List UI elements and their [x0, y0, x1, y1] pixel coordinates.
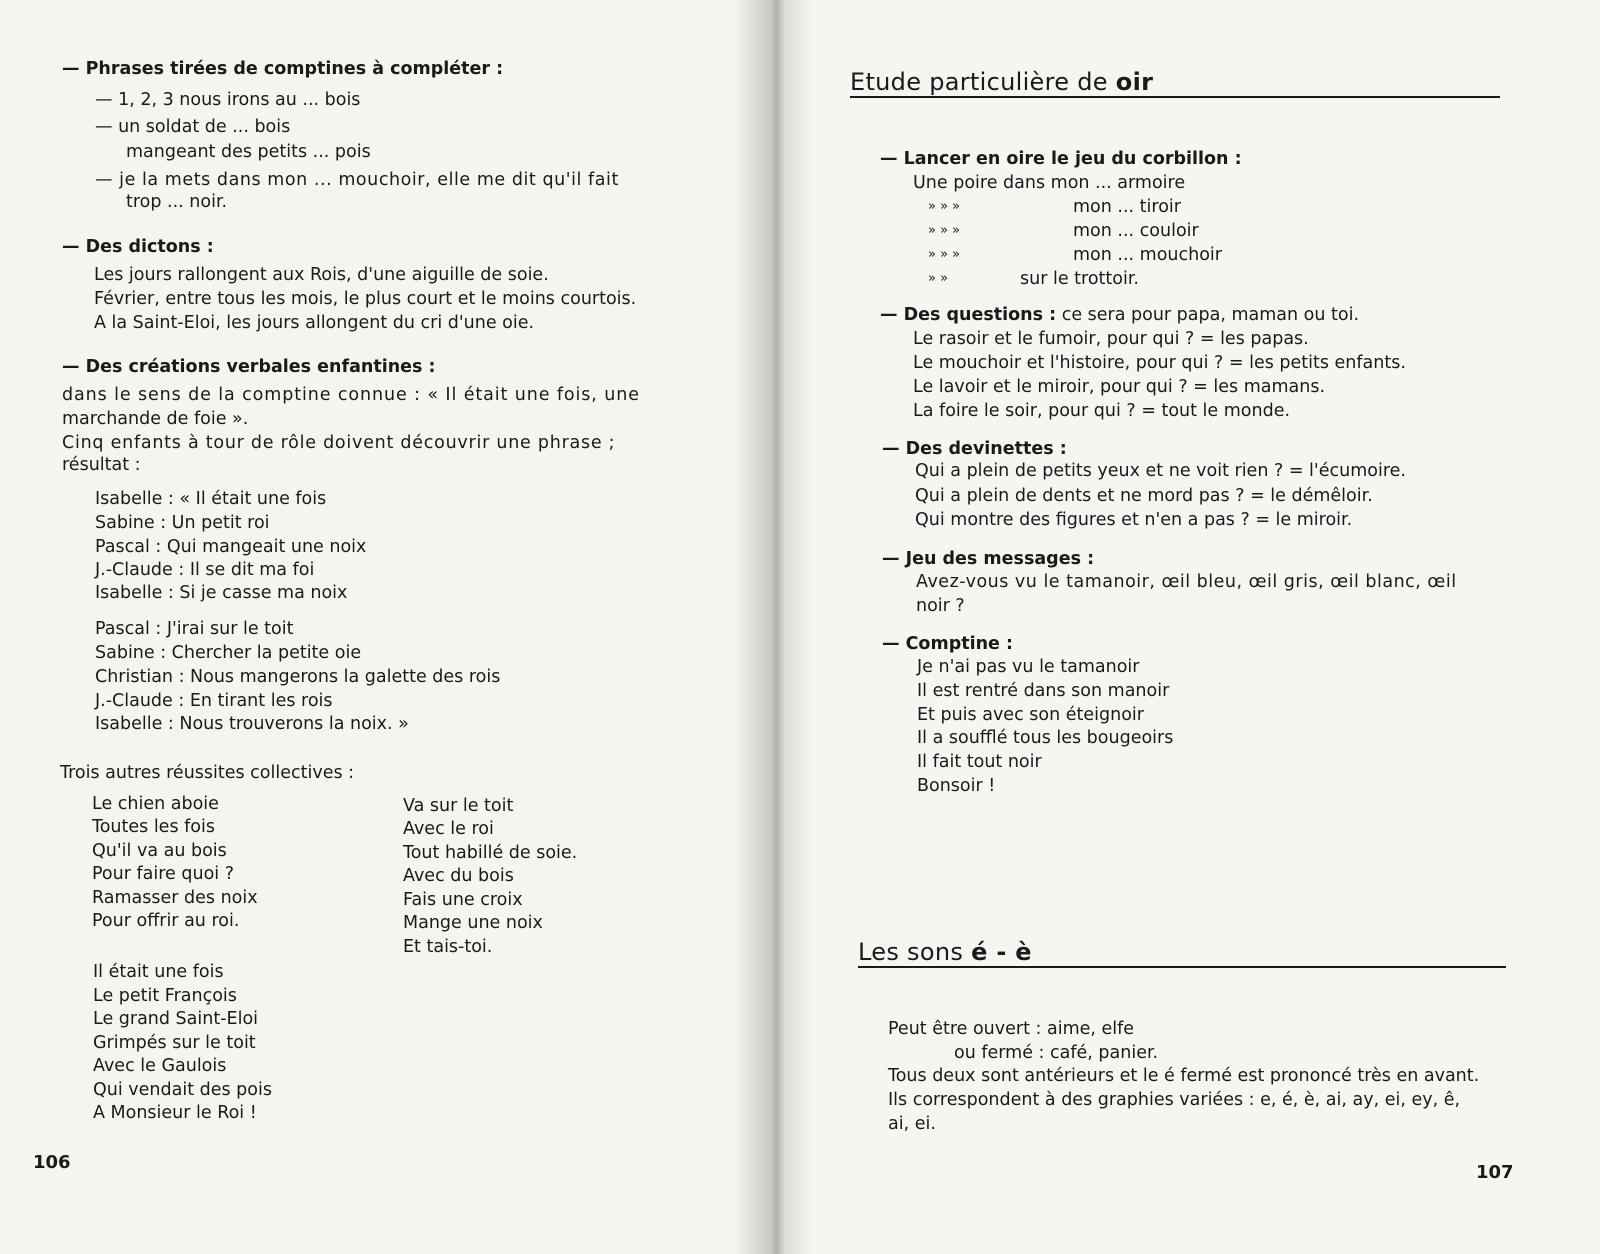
text-line: — un soldat de ... bois [95, 117, 291, 137]
text-line: ou fermé : café, panier. [954, 1043, 1159, 1063]
poem-line: Avec le roi [403, 819, 494, 839]
dialogue-line: Christian : Nous mangerons la galette des rois [95, 667, 501, 687]
poem-line: Tout habillé de soie. [403, 843, 578, 863]
sons-title-rule [858, 966, 1506, 968]
ditto-marks: » » » [928, 247, 961, 262]
text-line: Peut être ouvert : aime, elfe [888, 1019, 1135, 1039]
poem-line: Le petit François [93, 986, 237, 1006]
poem-line: Et tais-toi. [403, 937, 493, 957]
page-title: Etude particulière de oir [850, 68, 1154, 96]
text-line: ai, ei. [888, 1114, 936, 1134]
text-line: Qui montre des figures et n'en a pas ? = le miroir. [915, 510, 1353, 530]
poem-line: Pour faire quoi ? [92, 864, 234, 884]
poem-line: Je n'ai pas vu le tamanoir [917, 657, 1140, 677]
text-line: A la Saint-Eloi, les jours allongent du cri d'une oie. [94, 313, 535, 333]
dialogue-line: J.-Claude : Il se dit ma foi [95, 560, 315, 580]
ditto-marks: » » » [928, 223, 961, 238]
text-line: Le rasoir et le fumoir, pour qui ? = les papas. [913, 329, 1309, 349]
ditto-marks: » » » [928, 199, 961, 214]
section-heading-devinettes: — Des devinettes : [882, 439, 1067, 459]
section-title-sons: Les sons é - è [858, 938, 1032, 966]
poem-line: Mange une noix [403, 913, 543, 933]
text-line: Les jours rallongent aux Rois, d'une aiguille de soie. [94, 265, 549, 285]
dialogue-line: Pascal : J'irai sur le toit [95, 619, 294, 639]
dialogue-line: Pascal : Qui mangeait une noix [95, 537, 367, 557]
poem-line: Toutes les fois [92, 817, 215, 837]
section-heading-messages: — Jeu des messages : [882, 549, 1095, 569]
text-line: noir ? [916, 596, 965, 616]
poem-line: Il a soufflé tous les bougeoirs [917, 728, 1174, 748]
text-line: Le lavoir et le miroir, pour qui ? = les mamans. [913, 377, 1326, 397]
page-number: 107 [1476, 1162, 1514, 1183]
section-heading-comptine: — Comptine : [882, 634, 1014, 654]
text-line: mon ... couloir [1073, 221, 1199, 241]
text-line: Qui a plein de dents et ne mord pas ? = le démêloir. [915, 486, 1373, 506]
poem-line: Va sur le toit [403, 796, 514, 816]
questions-heading-line: — Des questions : ce sera pour papa, maman ou toi. [880, 305, 1360, 325]
text-line: La foire le soir, pour qui ? = tout le monde. [913, 401, 1291, 421]
ditto-marks: » » [928, 271, 949, 286]
text-line: Trois autres réussites collectives : [60, 763, 355, 783]
poem-line: Fais une croix [403, 890, 523, 910]
poem-line: Qui vendait des pois [93, 1080, 272, 1100]
text-line: — 1, 2, 3 nous irons au ... bois [95, 90, 361, 110]
text-line: Ils correspondent à des graphies variées : e, é, è, ai, ay, ei, ey, ê, [888, 1090, 1461, 1110]
text-line: Une poire dans mon ... armoire [913, 173, 1186, 193]
text-line: sur le trottoir. [1020, 269, 1139, 289]
text-line: marchande de foie ». [62, 409, 249, 429]
text-line: mangeant des petits ... pois [126, 142, 371, 162]
dialogue-line: Isabelle : Si je casse ma noix [95, 583, 348, 603]
poem-line: Pour offrir au roi. [92, 911, 240, 931]
text-line: — je la mets dans mon ... mouchoir, elle me dit qu'il fait [95, 170, 619, 190]
poem-line: Ramasser des noix [92, 888, 258, 908]
text-line: dans le sens de la comptine connue : « Il était une fois, une [62, 385, 640, 405]
text-line: Février, entre tous les mois, le plus court et le moins courtois. [94, 289, 637, 309]
text-line: mon ... tiroir [1073, 197, 1181, 217]
text-line: Qui a plein de petits yeux et ne voit rien ? = l'écumoire. [915, 461, 1406, 481]
poem-line: Avec le Gaulois [93, 1056, 227, 1076]
text-line: Tous deux sont antérieurs et le é fermé est prononcé très en avant. [888, 1066, 1480, 1086]
text-line: Avez-vous vu le tamanoir, œil bleu, œil gris, œil blanc, œil [916, 572, 1457, 592]
dialogue-line: Isabelle : Nous trouverons la noix. » [95, 714, 409, 734]
dialogue-line: J.-Claude : En tirant les rois [95, 691, 333, 711]
poem-line: Bonsoir ! [917, 776, 996, 796]
text-line: mon ... mouchoir [1073, 245, 1222, 265]
section-heading-corbillon: — Lancer en oire le jeu du corbillon : [880, 149, 1242, 169]
poem-line: Qu'il va au bois [92, 841, 227, 861]
left-page [0, 0, 770, 1254]
poem-line: Il fait tout noir [917, 752, 1042, 772]
text-line: Le mouchoir et l'histoire, pour qui ? = les petits enfants. [913, 353, 1406, 373]
dialogue-line: Sabine : Un petit roi [95, 513, 270, 533]
right-page [770, 0, 1600, 1254]
section-heading-comptines: — Phrases tirées de comptines à compléter : [62, 59, 504, 79]
poem-line: A Monsieur le Roi ! [93, 1103, 257, 1123]
page-number: 106 [33, 1152, 71, 1173]
title-rule [850, 96, 1500, 98]
text-line: résultat : [62, 455, 141, 475]
poem-line: Le chien aboie [92, 794, 219, 814]
section-heading-dictons: — Des dictons : [62, 237, 214, 257]
poem-line: Il est rentré dans son manoir [917, 681, 1170, 701]
text-line: trop ... noir. [126, 192, 228, 212]
section-heading-creations: — Des créations verbales enfantines : [62, 357, 436, 377]
poem-line: Il était une fois [93, 962, 224, 982]
text-line: Cinq enfants à tour de rôle doivent découvrir une phrase ; [62, 433, 616, 453]
dialogue-line: Sabine : Chercher la petite oie [95, 643, 362, 663]
poem-line: Et puis avec son éteignoir [917, 705, 1144, 725]
dialogue-line: Isabelle : « Il était une fois [95, 489, 327, 509]
poem-line: Grimpés sur le toit [93, 1033, 256, 1053]
poem-line: Le grand Saint-Eloi [93, 1009, 259, 1029]
poem-line: Avec du bois [403, 866, 514, 886]
